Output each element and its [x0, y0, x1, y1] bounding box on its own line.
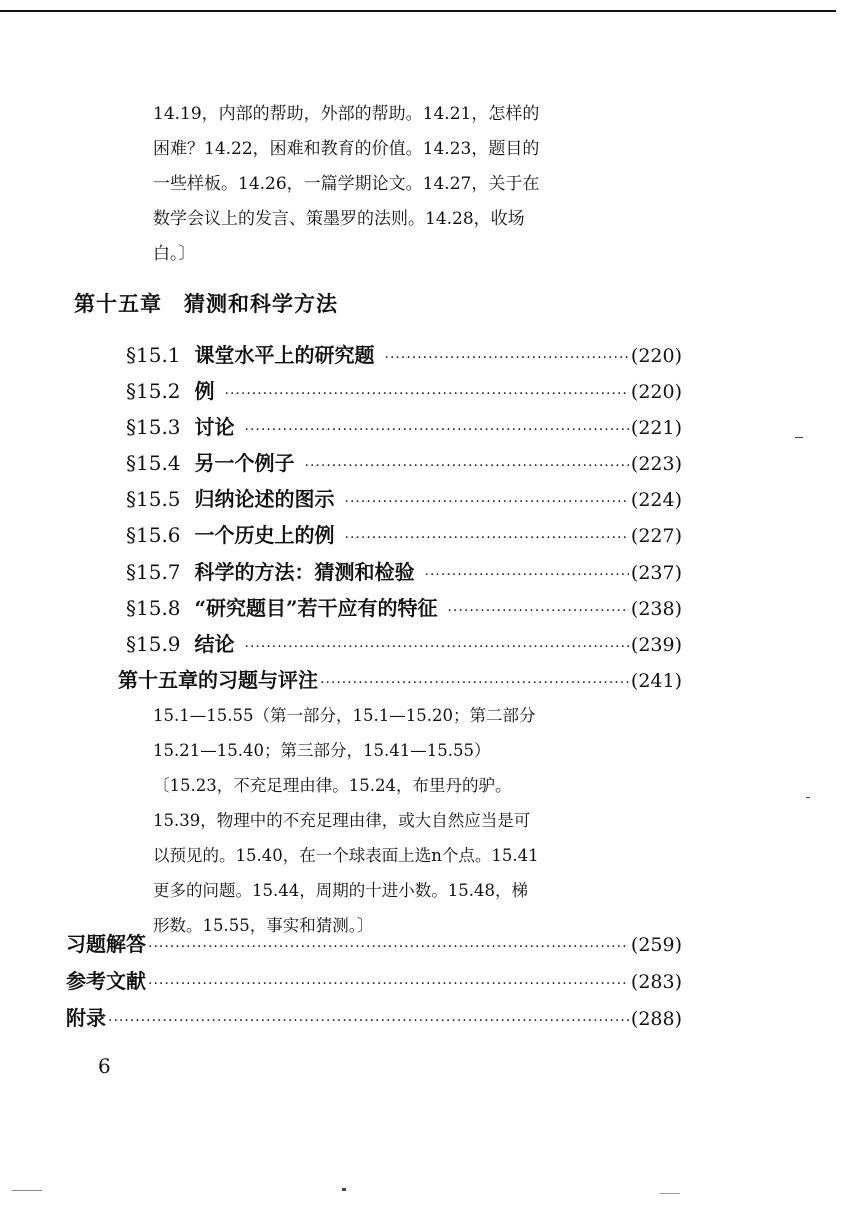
dot-leader [148, 976, 629, 992]
exercises-title: 第十五章的习题与评注 [118, 668, 318, 692]
exercise-line: 形数。15.55，事实和猜测。〕 [153, 916, 374, 935]
toc-section-row[interactable] [126, 411, 682, 445]
toc-references-row[interactable] [66, 965, 682, 999]
section-page: (227) [630, 525, 682, 547]
dot-leader [108, 1013, 629, 1029]
exercise-line: 更多的问题。15.44，周期的十进小数。15.48，梯 [153, 881, 528, 900]
section-page: (220) [630, 381, 682, 403]
exercise-line: 15.1—15.55（第一部分，15.1—15.20；第二部分 [153, 706, 536, 725]
exercise-line: 15.39，物理中的不充足理由律，或大自然应当是可 [153, 811, 531, 830]
page-number: 6 [98, 1054, 111, 1078]
section-number: §15.1 [126, 343, 181, 367]
intro-line: 困难？14.22，困难和教育的价值。14.23，题目的 [153, 139, 540, 159]
section-title: 讨论 [194, 415, 235, 439]
section-page: (223) [630, 453, 682, 475]
exercise-line: 〔15.23，不充足理由律。15.24，布里丹的驴。 [153, 776, 512, 795]
exercises-page: (241) [630, 670, 682, 692]
section-page: (239) [630, 634, 682, 656]
dot-leader [385, 350, 629, 366]
section-number: §15.8 [126, 596, 181, 620]
section-number: §15.7 [126, 560, 181, 584]
dot-leader [425, 567, 629, 583]
dot-leader [305, 458, 629, 474]
exercise-line: 以预见的。15.40，在一个球表面上选n个点。15.41 [153, 846, 539, 865]
references-title: 参考文献 [66, 969, 146, 993]
dot-leader [148, 939, 629, 955]
intro-paragraph [153, 97, 539, 272]
appendix-page: (288) [630, 1008, 682, 1030]
section-number: §15.5 [126, 487, 181, 511]
toc-section-row[interactable] [126, 375, 682, 409]
section-page: (220) [630, 345, 682, 367]
section-title: 结论 [194, 632, 235, 656]
section-number: §15.4 [126, 451, 181, 475]
toc-section-row[interactable] [126, 592, 682, 626]
dot-leader [245, 422, 629, 438]
answers-title: 习题解答 [66, 932, 146, 956]
scan-speck [342, 1188, 346, 1191]
scan-speck [806, 797, 810, 798]
toc-section-row[interactable] [126, 483, 682, 517]
section-title: 课堂水平上的研究题 [194, 343, 375, 367]
references-page: (283) [630, 971, 682, 993]
toc-section-row[interactable] [126, 339, 682, 373]
intro-line: 白。〕 [153, 244, 196, 264]
section-page: (221) [630, 417, 682, 439]
intro-line: 一些样板。14.26，一篇学期论文。14.27，关于在 [153, 174, 540, 194]
answers-page: (259) [630, 934, 682, 956]
section-title: 例 [194, 379, 215, 403]
dot-leader [345, 530, 629, 546]
dot-leader [225, 386, 629, 402]
scan-speck [12, 1190, 42, 1191]
toc-exercises-row[interactable] [118, 664, 682, 698]
section-title: “研究题目”若干应有的特征 [194, 596, 438, 620]
section-number: §15.6 [126, 523, 181, 547]
section-page: (237) [630, 562, 682, 584]
section-number: §15.9 [126, 632, 181, 656]
intro-line: 数学会议上的发言、策墨罗的法则。14.28，收场 [153, 209, 525, 229]
toc-section-row[interactable] [126, 556, 682, 590]
toc-appendix-row[interactable] [66, 1002, 682, 1036]
toc-section-row[interactable] [126, 519, 682, 553]
toc-section-row[interactable] [126, 447, 682, 481]
exercise-line: 15.21—15.40；第三部分，15.41—15.55） [153, 741, 491, 760]
dot-leader [448, 603, 629, 619]
toc-answers-row[interactable] [66, 928, 682, 962]
section-page: (238) [630, 598, 682, 620]
section-title: 一个历史上的例 [194, 523, 335, 547]
top-rule [0, 10, 836, 12]
scan-speck [660, 1193, 680, 1194]
toc-section-row[interactable] [126, 628, 682, 662]
section-number: §15.3 [126, 415, 181, 439]
exercise-notes [153, 698, 539, 943]
scan-speck [795, 437, 803, 438]
intro-line: 14.19，内部的帮助，外部的帮助。14.21，怎样的 [153, 104, 540, 124]
appendix-title: 附录 [66, 1006, 106, 1030]
section-page: (224) [630, 489, 682, 511]
section-title: 科学的方法：猜测和检验 [194, 560, 415, 584]
section-title: 另一个例子 [194, 451, 295, 475]
chapter-heading: 第十五章 猜测和科学方法 [74, 291, 338, 316]
section-title: 归纳论述的图示 [194, 487, 335, 511]
dot-leader [245, 639, 629, 655]
dot-leader [345, 494, 629, 510]
section-number: §15.2 [126, 379, 181, 403]
dot-leader [320, 675, 629, 691]
